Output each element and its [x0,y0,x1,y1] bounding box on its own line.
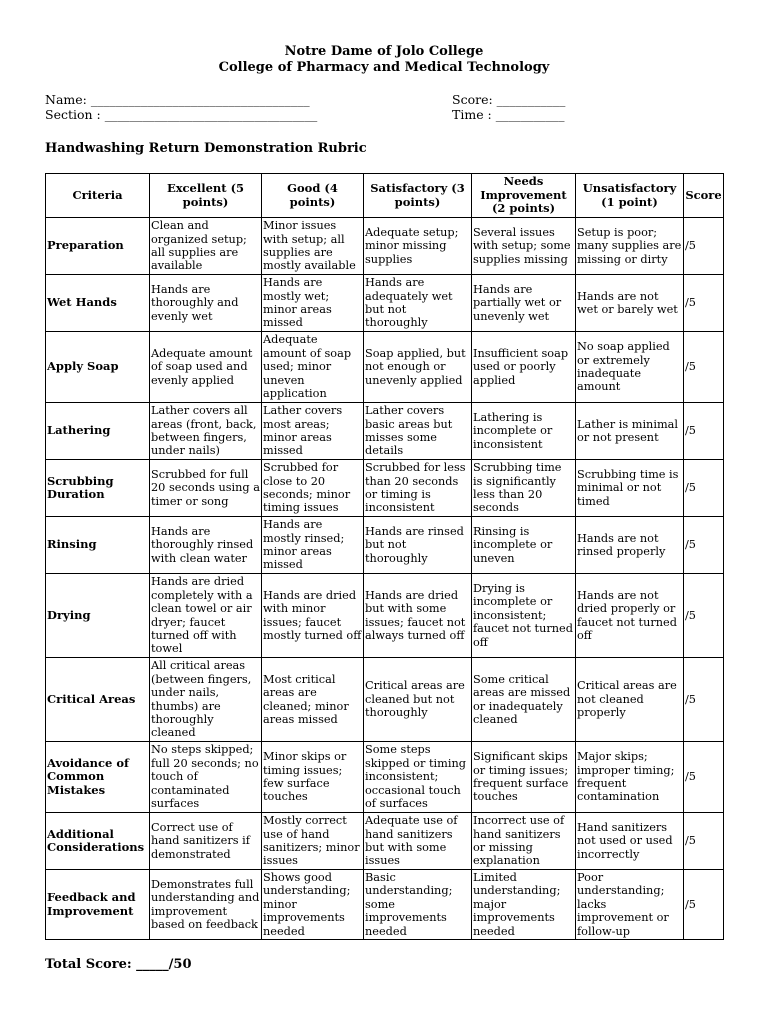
field-row-1 [45,92,735,107]
header-good: Good (4 points) [262,174,364,218]
satisfactory-cell: Lather covers basic areas but misses some details [364,403,472,460]
needs-improvement-cell: Scrubbing time is significantly less than 20 seconds [472,460,576,517]
needs-improvement-cell: Rinsing is incomplete or uneven [472,517,576,574]
needs-improvement-cell: Incorrect use of hand sanitizers or missing explanation [472,813,576,870]
college-name: College of Pharmacy and Medical Technology [218,60,550,75]
excellent-cell: Hands are thoroughly and evenly wet [150,275,262,332]
criteria-cell: Drying [46,574,150,658]
criteria-cell: Preparation [46,218,150,275]
needs-improvement-cell: Limited understanding; major improvements needed [472,870,576,940]
score-cell[interactable]: /5 [684,813,724,870]
excellent-cell: Correct use of hand sanitizers if demonstrated [150,813,262,870]
needs-improvement-cell: Lathering is incomplete or inconsistent [472,403,576,460]
criteria-cell: Avoidance of Common Mistakes [46,742,150,813]
table-row [46,332,724,403]
excellent-cell: Hands are dried completely with a clean towel or air dryer; faucet turned off with towel [150,574,262,658]
excellent-cell: Hands are thoroughly rinsed with clean water [150,517,262,574]
needs-improvement-cell: Drying is incomplete or inconsistent; faucet not turned off [472,574,576,658]
needs-improvement-cell: Several issues with setup; some supplies missing [472,218,576,275]
good-cell: Lather covers most areas; minor areas missed [262,403,364,460]
needs-improvement-cell: Hands are partially wet or unevenly wet [472,275,576,332]
score-cell[interactable]: /5 [684,218,724,275]
unsatisfactory-cell: Scrubbing time is minimal or not timed [576,460,684,517]
unsatisfactory-cell: Poor understanding; lacks improvement or follow-up [576,870,684,940]
satisfactory-cell: Critical areas are cleaned but not thoroughly [364,658,472,742]
satisfactory-cell: Scrubbed for less than 20 seconds or timing is inconsistent [364,460,472,517]
score-cell[interactable]: /5 [684,275,724,332]
good-cell: Hands are mostly rinsed; minor areas missed [262,517,364,574]
good-cell: Minor issues with setup; all supplies are mostly available [262,218,364,275]
criteria-cell: Feedback and Improvement [46,870,150,940]
unsatisfactory-cell: Hand sanitizers not used or used incorrectly [576,813,684,870]
satisfactory-cell: Hands are adequately wet but not thoroughly [364,275,472,332]
unsatisfactory-cell: Hands are not wet or barely wet [576,275,684,332]
header-needs-improvement: Needs Improvement (2 points) [472,174,576,218]
satisfactory-cell: Some steps skipped or timing inconsistent; occasional touch of surfaces [364,742,472,813]
satisfactory-cell: Adequate setup; minor missing supplies [364,218,472,275]
criteria-cell: Apply Soap [46,332,150,403]
header-unsatisfactory: Unsatisfactory (1 point) [576,174,684,218]
table-row [46,460,724,517]
needs-improvement-cell: Some critical areas are missed or inadequately cleaned [472,658,576,742]
score-cell[interactable]: /5 [684,742,724,813]
header-satisfactory: Satisfactory (3 points) [364,174,472,218]
student-info-fields [45,92,735,122]
table-header-row [46,174,724,218]
unsatisfactory-cell: Hands are not rinsed properly [576,517,684,574]
unsatisfactory-cell: No soap applied or extremely inadequate amount [576,332,684,403]
excellent-cell: Adequate amount of soap used and evenly applied [150,332,262,403]
table-row [46,403,724,460]
excellent-cell: Scrubbed for full 20 seconds using a timer or song [150,460,262,517]
score-cell[interactable]: /5 [684,574,724,658]
header-excellent: Excellent (5 points) [150,174,262,218]
name-field[interactable]: Name: ___________________________________ [45,92,310,107]
section-field[interactable]: Section : __________________________________ [45,107,318,122]
good-cell: Hands are mostly wet; minor areas missed [262,275,364,332]
unsatisfactory-cell: Setup is poor; many supplies are missing or dirty [576,218,684,275]
time-field[interactable]: Time : ___________ [452,107,565,122]
criteria-cell: Critical Areas [46,658,150,742]
table-row [46,870,724,940]
table-row [46,658,724,742]
good-cell: Adequate amount of soap used; minor uneven application [262,332,364,403]
good-cell: Scrubbed for close to 20 seconds; minor timing issues [262,460,364,517]
criteria-cell: Additional Considerations [46,813,150,870]
table-row [46,275,724,332]
unsatisfactory-cell: Major skips; improper timing; frequent contamination [576,742,684,813]
criteria-cell: Lathering [46,403,150,460]
excellent-cell: No steps skipped; full 20 seconds; no touch of contaminated surfaces [150,742,262,813]
table-row [46,517,724,574]
needs-improvement-cell: Insufficient soap used or poorly applied [472,332,576,403]
table-row [46,742,724,813]
score-cell[interactable]: /5 [684,658,724,742]
good-cell: Minor skips or timing issues; few surface touches [262,742,364,813]
score-cell[interactable]: /5 [684,403,724,460]
table-row [46,574,724,658]
good-cell: Shows good understanding; minor improvements needed [262,870,364,940]
criteria-cell: Scrubbing Duration [46,460,150,517]
unsatisfactory-cell: Hands are not dried properly or faucet not turned off [576,574,684,658]
criteria-cell: Wet Hands [46,275,150,332]
score-cell[interactable]: /5 [684,870,724,940]
rubric-table [45,173,724,940]
header-criteria: Criteria [46,174,150,218]
satisfactory-cell: Basic understanding; some improvements needed [364,870,472,940]
field-row-2 [45,107,735,122]
total-score[interactable]: Total Score: _____/50 [45,957,192,972]
satisfactory-cell: Adequate use of hand sanitizers but with some issues [364,813,472,870]
good-cell: Most critical areas are cleaned; minor areas missed [262,658,364,742]
satisfactory-cell: Hands are dried but with some issues; faucet not always turned off [364,574,472,658]
satisfactory-cell: Soap applied, but not enough or unevenly applied [364,332,472,403]
needs-improvement-cell: Significant skips or timing issues; frequent surface touches [472,742,576,813]
excellent-cell: Demonstrates full understanding and improvement based on feedback [150,870,262,940]
score-cell[interactable]: /5 [684,460,724,517]
score-cell[interactable]: /5 [684,332,724,403]
excellent-cell: Lather covers all areas (front, back, between fingers, under nails) [150,403,262,460]
institution-name: Notre Dame of Jolo College [284,44,484,59]
table-row [46,218,724,275]
score-cell[interactable]: /5 [684,517,724,574]
unsatisfactory-cell: Lather is minimal or not present [576,403,684,460]
satisfactory-cell: Hands are rinsed but not thoroughly [364,517,472,574]
good-cell: Hands are dried with minor issues; faucet mostly turned off [262,574,364,658]
good-cell: Mostly correct use of hand sanitizers; minor issues [262,813,364,870]
score-field[interactable]: Score: ___________ [452,92,566,107]
table-row [46,813,724,870]
rubric-title: Handwashing Return Demonstration Rubric [45,141,367,156]
excellent-cell: Clean and organized setup; all supplies are available [150,218,262,275]
excellent-cell: All critical areas (between fingers, under nails, thumbs) are thoroughly cleaned [150,658,262,742]
criteria-cell: Rinsing [46,517,150,574]
unsatisfactory-cell: Critical areas are not cleaned properly [576,658,684,742]
document-header [0,44,768,76]
header-score: Score [684,174,724,218]
